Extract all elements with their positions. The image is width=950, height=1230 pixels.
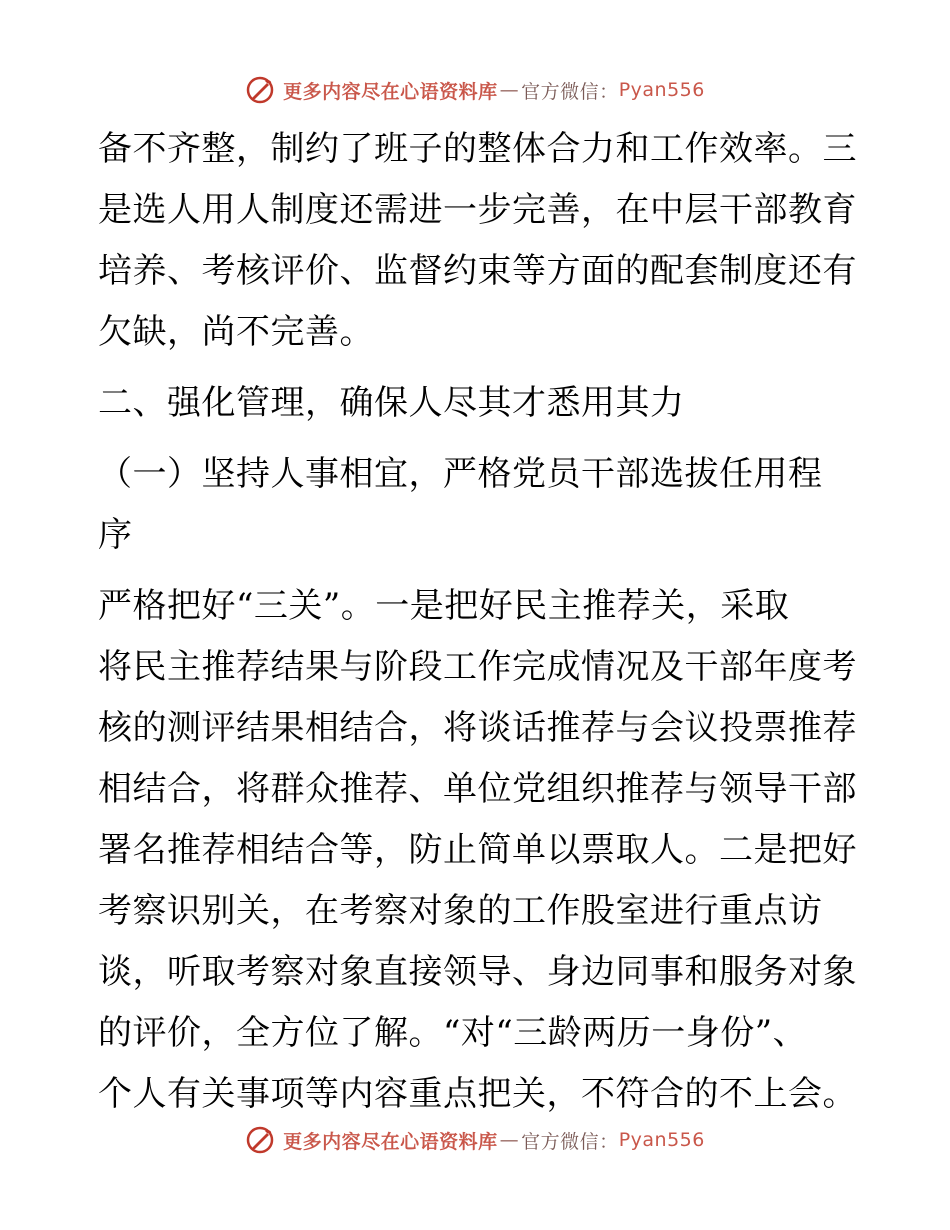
paragraph-line: 相结合，将群众推荐、单位党组织推荐与领导干部 [98,769,857,809]
document-body [98,124,858,1130]
quill-logo-icon [245,1125,275,1155]
paragraph-line: 署名推荐相结合等，防止简单以票取人。二是把好 [98,830,857,870]
paragraph-line: 核的测评结果相结合，将谈话推荐与会议投票推荐 [98,708,857,748]
watermark-handle: Pyan556 [618,1129,705,1151]
watermark-label: 官方微信： [521,1130,619,1153]
paragraph-line: 培养、考核评价、监督约束等方面的配套制度还有 [98,251,857,291]
section-heading: 二、强化管理，确保人尽其才悉用其力 [98,383,685,423]
paragraph-line: 是选人用人制度还需进一步完善，在中层干部教育 [98,190,857,230]
watermark-main-text: 更多内容尽在心语资料库 [283,80,498,103]
subsection-heading-continued: 序 [98,515,133,555]
watermark-dash: — [499,79,520,101]
watermark-label: 官方微信： [521,80,619,103]
footer-watermark [0,1120,950,1160]
paragraph-line: 严格把好“三关”。一是把好民主推荐关，采取 [98,586,790,626]
paragraph-line: 个人有关事项等内容重点把关，不符合的不上会。 [98,1074,857,1114]
paragraph-line: 的评价，全方位了解。“对“三龄两历一身份”、 [98,1013,808,1053]
paragraph-line: 备不齐整，制约了班子的整体合力和工作效率。三 [98,129,857,169]
paragraph-line: 考察识别关，在考察对象的工作股室进行重点访 [98,891,823,931]
quill-logo-icon [245,75,275,105]
subsection-heading: （一）坚持人事相宜，严格党员干部选拔任用程 [98,454,823,494]
watermark-dash: — [499,1129,520,1151]
paragraph-line: 谈，听取考察对象直接领导、身边同事和服务对象 [98,952,857,992]
watermark-main-text: 更多内容尽在心语资料库 [283,1130,498,1153]
header-watermark [0,70,950,110]
paragraph-line: 将民主推荐结果与阶段工作完成情况及干部年度考 [98,647,857,687]
watermark-handle: Pyan556 [618,79,705,101]
paragraph-line: 欠缺，尚不完善。 [98,312,374,352]
